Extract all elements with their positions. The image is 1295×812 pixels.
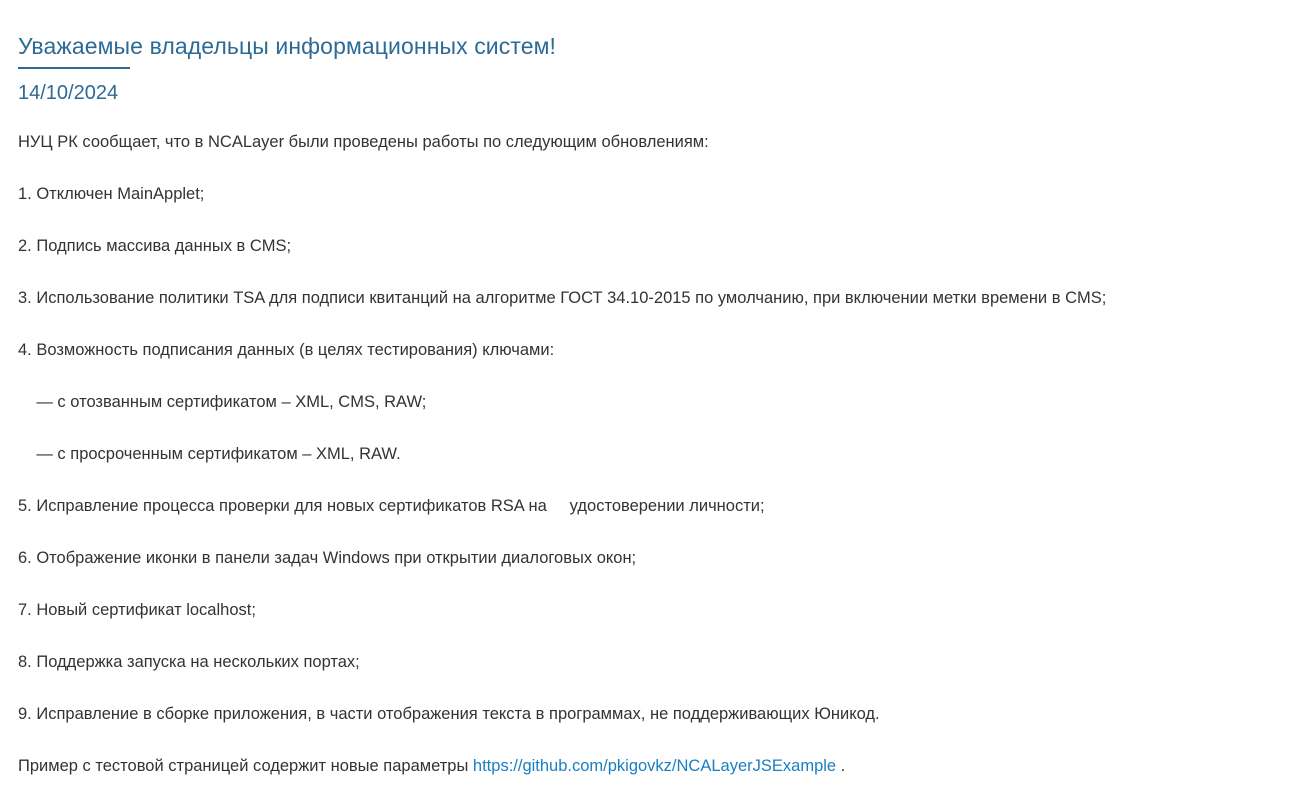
footer-text: Пример с тестовой страницей содержит новые параметры: [18, 757, 473, 775]
list-item-1: 1. Отключен MainApplet;: [18, 185, 205, 203]
list-item-4: 4. Возможность подписания данных (в целях тестирования) ключами:: [18, 341, 555, 359]
list-subitem-expired: — с просроченным сертификатом – XML, RAW.: [18, 445, 401, 463]
title-underline: [18, 67, 130, 69]
article-footer: [18, 755, 1295, 777]
list-item-5: 5. Исправление процесса проверки для новых сертификатов RSA на удостоверении личности;: [18, 497, 765, 515]
github-example-link[interactable]: https://github.com/pkigovkz/NCALayerJSExample: [472, 757, 837, 775]
list-item-9: 9. Исправление в сборке приложения, в части отображения текста в программах, не поддерживающих Юникод.: [18, 705, 880, 723]
article-intro: НУЦ РК сообщает, что в NCALayer были проведены работы по следующим обновлениям:: [18, 133, 709, 151]
list-item-7: 7. Новый сертификат localhost;: [18, 601, 256, 619]
list-item-6: 6. Отображение иконки в панели задач Windows при открытии диалоговых окон;: [18, 549, 637, 567]
list-subitem-revoked: — с отозванным сертификатом – XML, CMS, RAW;: [18, 393, 427, 411]
list-item-8: 8. Поддержка запуска на нескольких портах;: [18, 653, 360, 671]
list-item-3: 3. Использование политики TSA для подписи квитанций на алгоритме ГОСТ 34.10-2015 по умолчанию, при включении метки времени в CMS;: [18, 289, 1107, 307]
article-title: Уважаемые владельцы информационных систем!: [18, 33, 557, 59]
article-date: 14/10/2024: [18, 82, 119, 104]
list-item-2: 2. Подпись массива данных в CMS;: [18, 237, 292, 255]
footer-suffix: .: [836, 757, 846, 775]
